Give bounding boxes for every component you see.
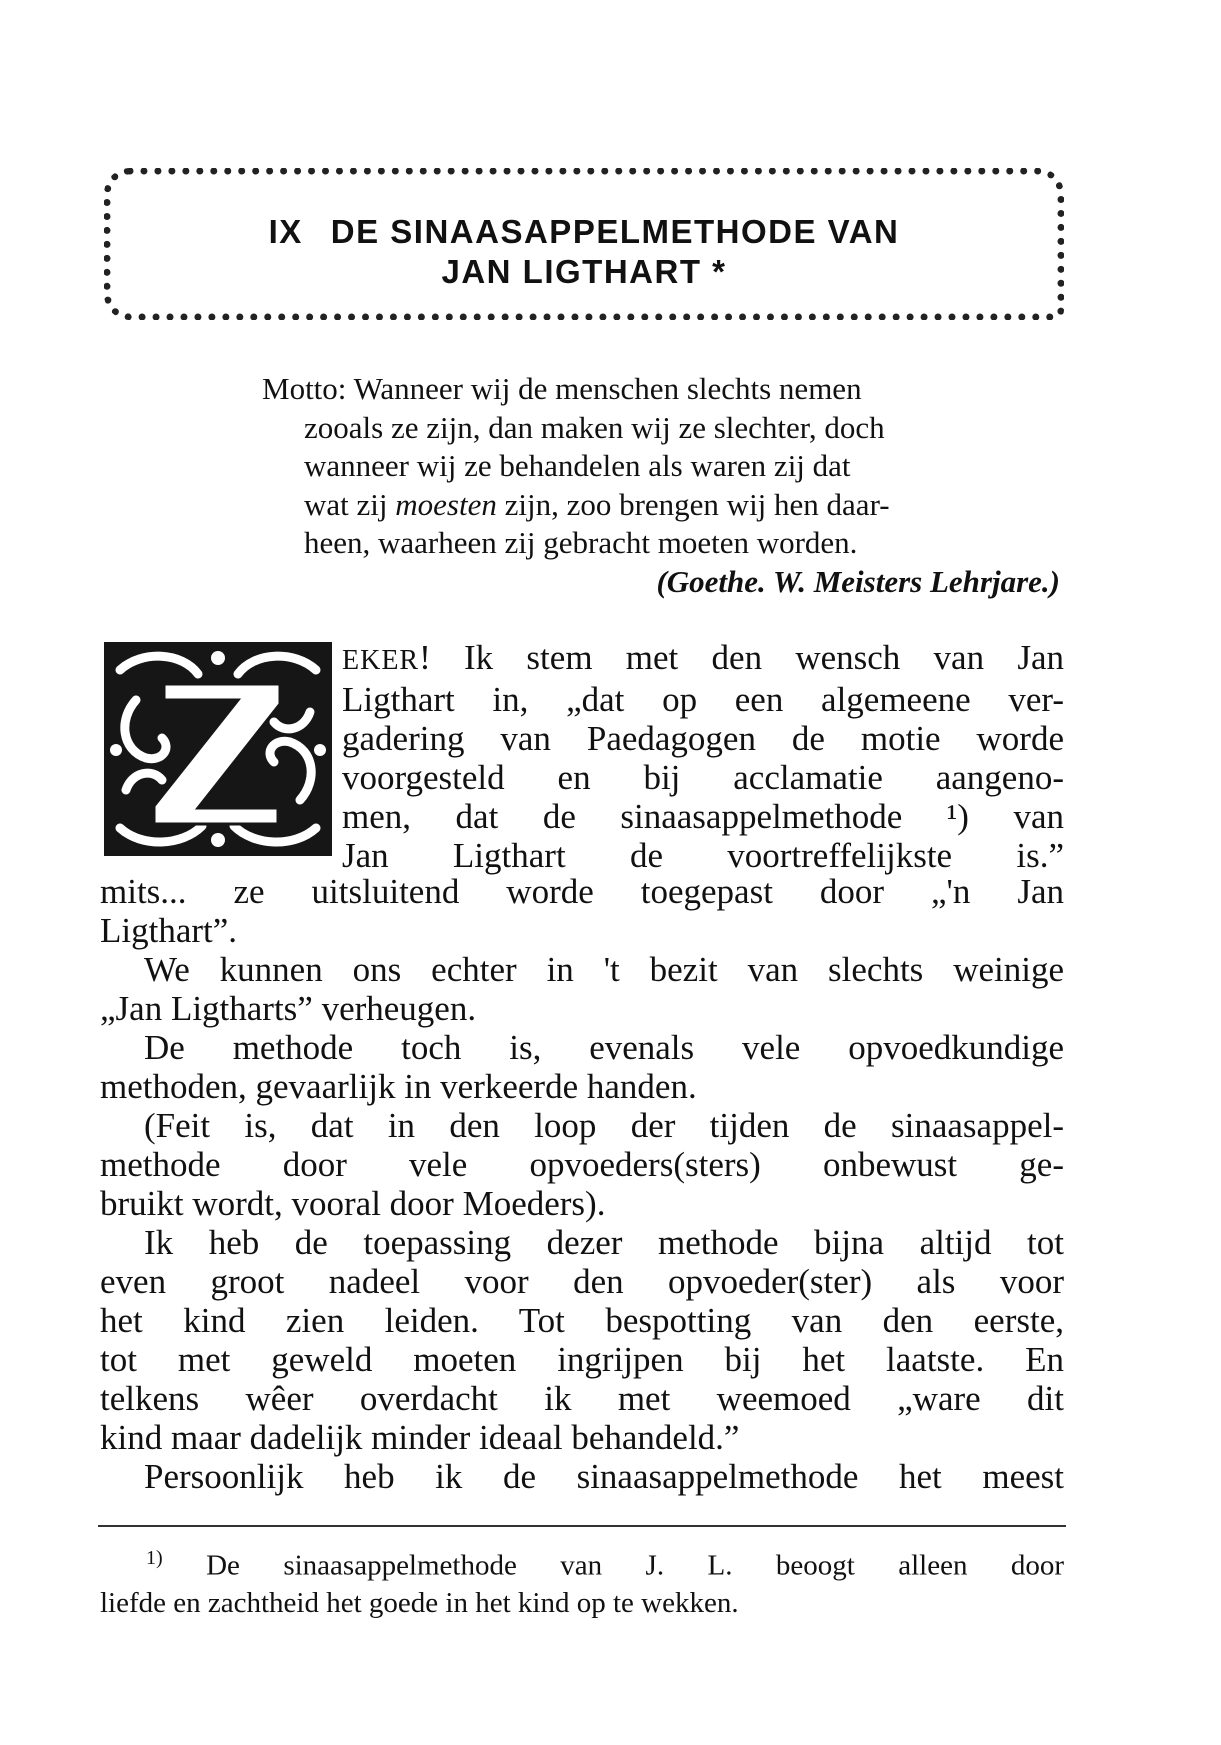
paragraph-1-line-8: Ligthart”.: [100, 911, 238, 950]
paragraph-5-line-1: Ik heb de toepassing dezer methode bijna altijd tot: [144, 1223, 1064, 1262]
paragraph-2-line-2: „Jan Ligtharts” verheugen.: [100, 989, 477, 1028]
ornamental-dropcap-z: [102, 640, 334, 858]
paragraph-4-line-2: methode door vele opvoeders(sters) onbewust ge-: [100, 1145, 1064, 1184]
paragraph-5-line-3: het kind zien leiden. Tot bespotting van den eerste,: [100, 1301, 1064, 1340]
paragraph-2-line-1: We kunnen ons echter in 't bezit van slechts weinige: [144, 950, 1064, 989]
footnote-line-1: $^{1)}$ De sinaasappelmethode van J. L. beoogt alleen door: [146, 1547, 1065, 1582]
paragraph-5-line-2: even groot nadeel voor den opvoeder(ster) als voor: [100, 1262, 1064, 1301]
motto-line-2: zooals ze zijn, dan maken wij ze slechter, doch: [304, 409, 885, 445]
motto-label: Motto:: [262, 371, 347, 406]
paragraph-1-line-6: Jan Ligthart de voortreffelijkste is.”: [342, 836, 1064, 875]
paragraph-5-line-6: kind maar dadelijk minder ideaal behandeld.”: [100, 1418, 740, 1457]
footnote-rule: [98, 1525, 1066, 1527]
footnote-marker: 1): [146, 1547, 163, 1569]
body-text: [100, 872, 1064, 1496]
motto-line-3: wanneer wij ze behandelen als waren zij dat: [304, 448, 851, 483]
paragraph-1-line-5: men, dat de sinaasappelmethode ¹) van: [342, 797, 1064, 836]
paragraph-1-line-7: mits... ze uitsluitend worde toegepast door „'n Jan: [100, 872, 1064, 911]
footnote: [100, 1540, 1064, 1622]
paragraph-3-line-2: methoden, gevaarlijk in verkeerde handen.: [100, 1067, 697, 1106]
chapter-heading-box: [104, 168, 1064, 320]
paragraph-5-line-5: telkens wêer overdacht ik met weemoed „ware dit: [100, 1379, 1064, 1418]
motto-emphasis: moesten: [395, 486, 497, 522]
dropcap-letter: Z: [218, 641, 219, 642]
chapter-number: IX: [268, 213, 303, 250]
chapter-title-text: DE SINAASAPPELMETHODE VAN: [330, 213, 900, 250]
paragraph-5-line-4: tot met geweld moeten ingrijpen bij het laatste. En: [100, 1340, 1064, 1379]
motto-line-4: wat zij moesten zijn, zoo brengen wij hen daar-: [304, 486, 890, 522]
motto-source: (Goethe. W. Meisters Lehrjare.): [656, 563, 1060, 599]
paragraph-1-wrapped: [342, 638, 1064, 875]
paragraph-1-line-4: voorgesteld en bij acclamatie aangeno-: [342, 758, 1064, 797]
paragraph-1-line-2: Ligthart in, „dat op een algemeene ver-: [342, 680, 1064, 719]
chapter-title-line-1: [111, 213, 1057, 251]
motto-line-1: Motto: Wanneer wij de menschen slechts nemen: [262, 371, 862, 406]
paragraph-4-line-1: (Feit is, dat in den loop der tijden de sinaasappel-: [144, 1106, 1064, 1145]
paragraph-1-line-1: EKER! Ik stem met den wensch van Jan: [342, 638, 1064, 677]
paragraph-3-line-1: De methode toch is, evenals vele opvoedkundige: [144, 1028, 1064, 1067]
paragraph-4-line-3: bruikt wordt, vooral door Moeders).: [100, 1184, 606, 1223]
motto: [262, 370, 1064, 601]
footnote-line-2: liefde en zachtheid het goede in het kind op te wekken.: [100, 1586, 739, 1619]
paragraph-6-line-1: Persoonlijk heb ik de sinaasappelmethode het meest: [144, 1457, 1064, 1496]
motto-line-5: heen, waarheen zij gebracht moeten worden.: [304, 525, 858, 560]
chapter-title-line-2: JAN LIGTHART *: [441, 253, 727, 290]
paragraph-1-line-3: gadering van Paedagogen de motie worde: [342, 719, 1064, 758]
